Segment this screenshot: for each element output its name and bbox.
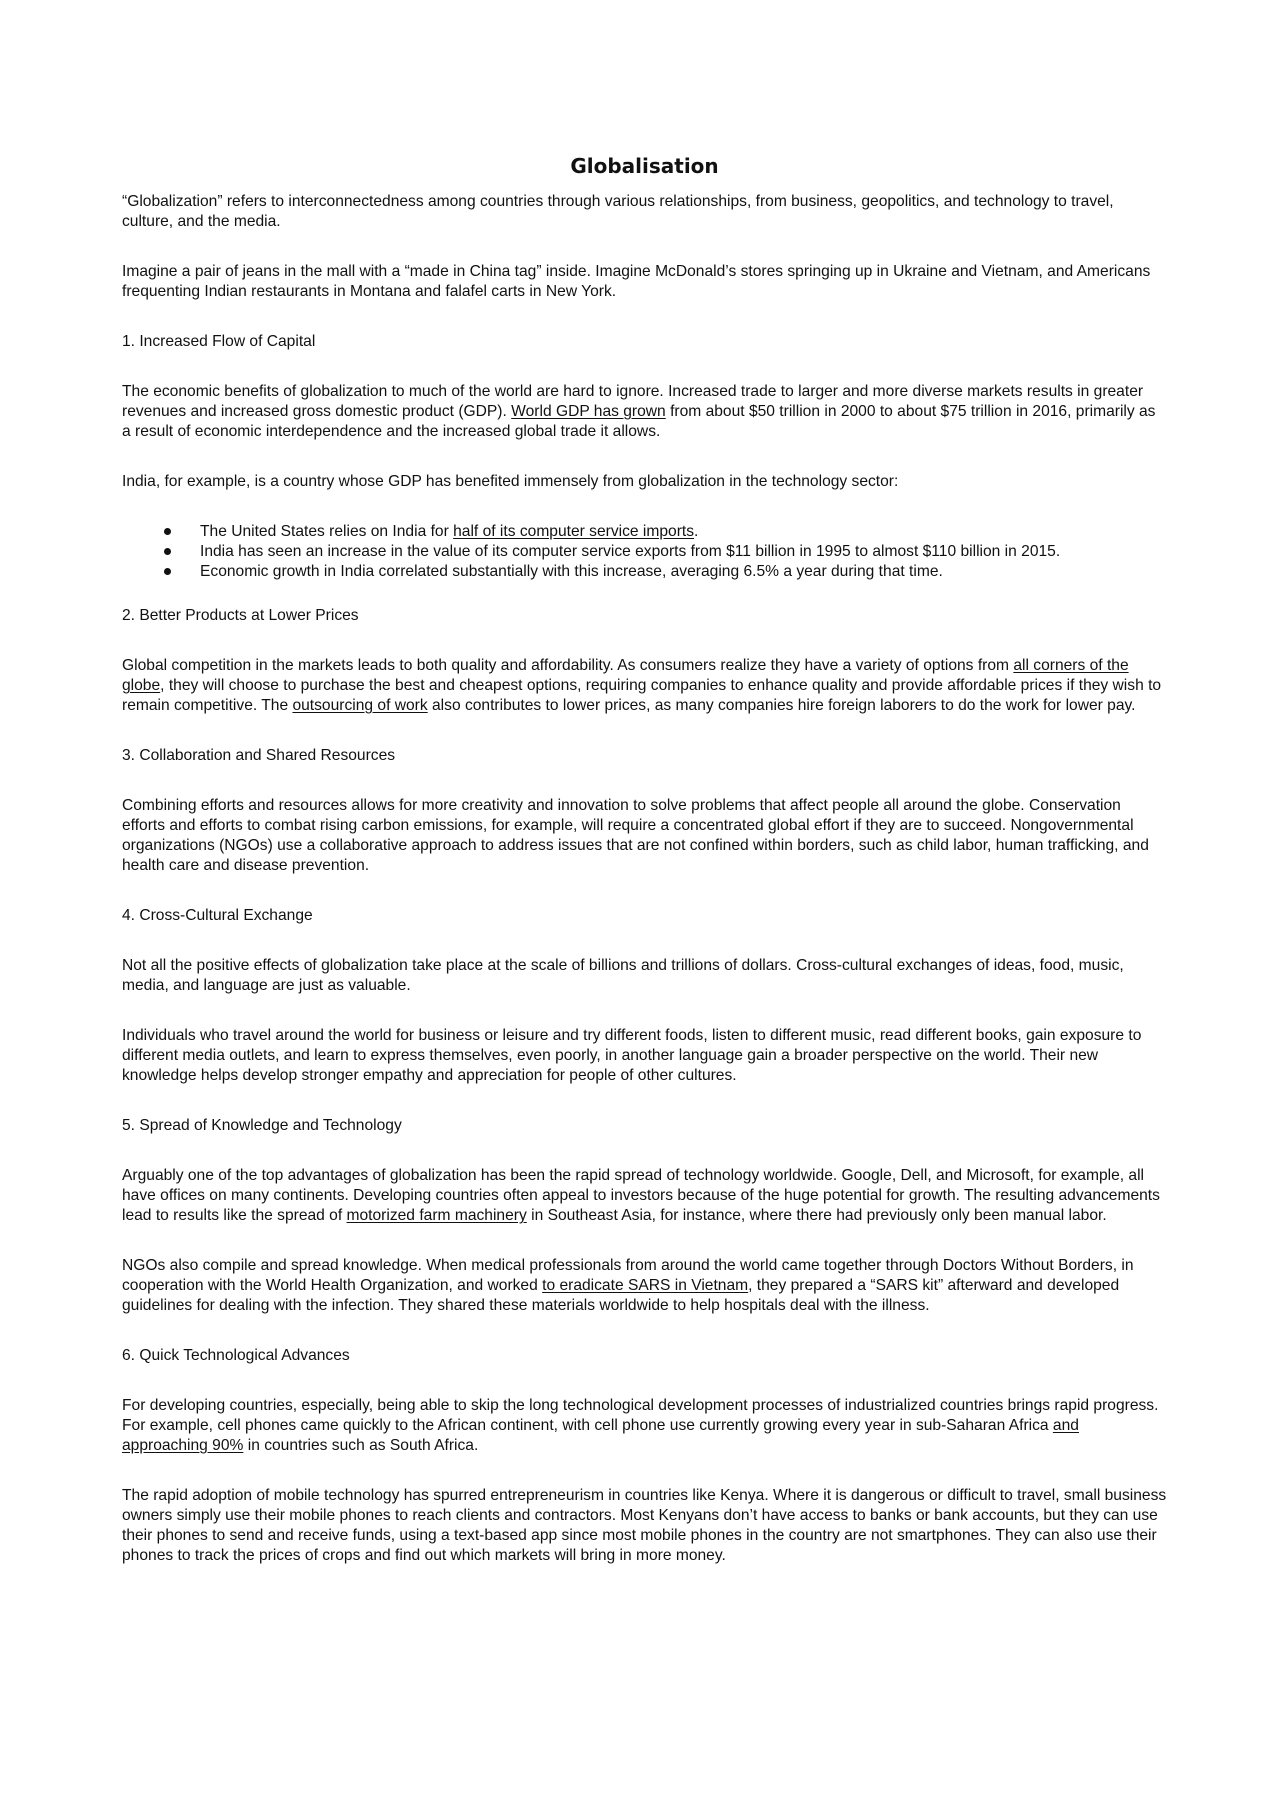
page-title: Globalisation [570,154,719,178]
approaching-90-link[interactable]: and approaching 90% [122,1417,1079,1454]
list-item: India has seen an increase in the value of its computer service exports from $11 billion in 1995 to almost $110 billion in 2015. [200,542,1167,562]
section-2-paragraph-1: Global competition in the markets leads to both quality and affordability. As consumers realize they have a variety of options from all corners of the globe, they will choose to purchase the best and cheapest options, requiring companies to enhance quality and provide affordable prices if they wish to remain competitive. The outsourcing of work also contributes to lower prices, as many companies hire foreign laborers to do the work for lower pay. [122,657,1162,714]
section-heading-1: 1. Increased Flow of Capital [122,333,316,350]
section-heading-2: 2. Better Products at Lower Prices [122,607,359,624]
section-6-paragraph-2: The rapid adoption of mobile technology has spurred entrepreneurism in countries like Kenya. Where it is dangerous or difficult to travel, small business owners simply use their mobile phones to reach clients and contractors. Most Kenyans don’t have access to banks or bank accounts, but they can use their phones to send and receive funds, using a text-based app since most mobile phones in the country are not smartphones. They can also use their phones to track the prices of crops and find out which markets will bring in more money. [122,1487,1167,1564]
world-gdp-link[interactable]: World GDP has grown [511,403,666,420]
list-item: Economic growth in India correlated substantially with this increase, averaging 6.5% a year during that time. [200,562,1167,582]
section-heading-3: 3. Collaboration and Shared Resources [122,747,396,764]
section-4-paragraph-2: Individuals who travel around the world for business or leisure and try different foods, listen to different music, read different books, gain exposure to different media outlets, and learn to express themselves, even poorly, in another language gain a broader perspective on the world. Their new knowledge helps develop stronger empathy and appreciation for people of other cultures. [122,1027,1142,1084]
section-5-paragraph-2: NGOs also compile and spread knowledge. When medical professionals from around the world came together through Doctors Without Borders, in cooperation with the World Health Organization, and worked to eradicate SARS in Vietnam, they prepared a “SARS kit” afterward and developed guidelines for dealing with the infection. They shared these materials worldwide to help hospitals deal with the illness. [122,1257,1134,1314]
section-1-paragraph-2: India, for example, is a country whose GDP has benefited immensely from globalization in the technology sector: [122,473,899,490]
computer-service-imports-link[interactable]: half of its computer service imports [453,523,695,540]
document-body [122,152,1167,1596]
farm-machinery-link[interactable]: motorized farm machinery [346,1207,527,1224]
eradicate-sars-link[interactable]: to eradicate SARS in Vietnam [542,1277,749,1294]
section-6-paragraph-1: For developing countries, especially, being able to skip the long technological development processes of industrialized countries brings rapid progress. For example, cell phones came quickly to the African continent, with cell phone use currently growing every year in sub-Saharan Africa and approaching 90% in countries such as South Africa. [122,1397,1159,1454]
section-heading-5: 5. Spread of Knowledge and Technology [122,1117,402,1134]
india-bullet-list [122,522,1167,582]
list-item: The United States relies on India for half of its computer service imports. [200,522,1167,542]
intro-paragraph-2: Imagine a pair of jeans in the mall with a “made in China tag” inside. Imagine McDonald’s stores springing up in Ukraine and Vietnam, and Americans frequenting Indian restaurants in Montana and falafel carts in New York. [122,263,1151,300]
intro-paragraph-1: “Globalization” refers to interconnectedness among countries through various relationships, from business, geopolitics, and technology to travel, culture, and the media. [122,193,1114,230]
outsourcing-link[interactable]: outsourcing of work [292,697,428,714]
section-4-paragraph-1: Not all the positive effects of globalization take place at the scale of billions and trillions of dollars. Cross-cultural exchanges of ideas, food, music, media, and language are just as valuable. [122,957,1124,994]
section-3-paragraph-1: Combining efforts and resources allows for more creativity and innovation to solve problems that affect people all around the globe. Conservation efforts and efforts to combat rising carbon emissions, for example, will require a concentrated global effort if they are to succeed. Nongovernmental organizations (NGOs) use a collaborative approach to address issues that are not confined within borders, such as child labor, human trafficking, and health care and disease prevention. [122,797,1149,874]
section-1-paragraph-1: The economic benefits of globalization to much of the world are hard to ignore. Increased trade to larger and more diverse markets results in greater revenues and increased gross domestic product (GDP). World GDP has grown from about $50 trillion in 2000 to about $75 trillion in 2016, primarily as a result of economic interdependence and the increased global trade it allows. [122,383,1156,440]
corners-of-globe-link[interactable]: all corners of the globe [122,657,1129,694]
section-5-paragraph-1: Arguably one of the top advantages of globalization has been the rapid spread of technology worldwide. Google, Dell, and Microsoft, for example, all have offices on many continents. Developing countries often appeal to investors because of the huge potential for growth. The resulting advancements lead to results like the spread of motorized farm machinery in Southeast Asia, for instance, where there had previously only been manual labor. [122,1167,1160,1224]
section-heading-4: 4. Cross-Cultural Exchange [122,907,313,924]
section-heading-6: 6. Quick Technological Advances [122,1347,350,1364]
